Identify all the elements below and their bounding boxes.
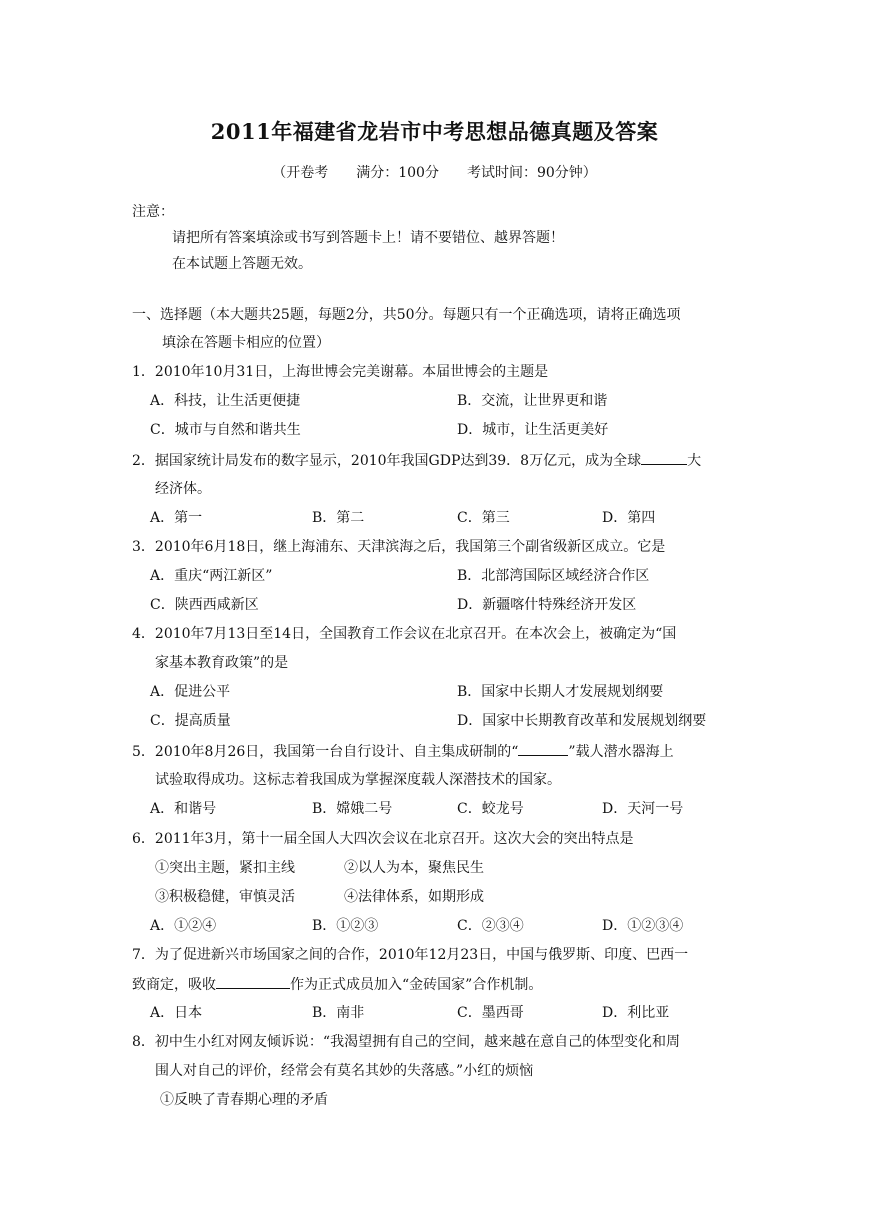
question-7-option-c: C．墨西哥	[457, 1005, 524, 1021]
question-2-option-c: C．第三	[457, 510, 510, 526]
question-1-option-c: C．城市与自然和谐共生	[150, 422, 301, 438]
question-3-option-a: A．重庆“两江新区”	[150, 568, 273, 584]
exam-subtitle: （开卷考 满分：100分 考试时间：90分钟）	[272, 165, 597, 181]
question-6-statement-3: ③积极稳健，审慎灵活	[155, 889, 295, 905]
question-7-stem: 7．为了促进新兴市场国家之间的合作，2010年12月23日，中国与俄罗斯、印度、巴西一	[132, 947, 689, 963]
section-heading-cont: 填涂在答题卡相应的位置）	[162, 335, 330, 351]
notice-line-2: 在本试题上答题无效。	[172, 256, 312, 272]
question-2-stem	[132, 450, 701, 471]
question-3-option-b: B．北部湾国际区域经济合作区	[457, 568, 650, 584]
question-6-stem: 6．2011年3月，第十一届全国人大四次会议在北京召开。这次大会的突出特点是	[132, 831, 634, 847]
question-5-option-a: A．和谐号	[150, 801, 217, 817]
question-1-stem: 1．2010年10月31日，上海世博会完美谢幕。本届世博会的主题是	[132, 364, 549, 380]
question-5-option-d: D．天河一号	[602, 801, 684, 817]
question-4-option-d: D．国家中长期教育改革和发展规划纲要	[457, 713, 707, 729]
question-7-blank	[216, 974, 290, 989]
question-7-option-b: B．南非	[312, 1005, 365, 1021]
question-3-stem: 3．2010年6月18日，继上海浦东、天津滨海之后，我国第三个副省级新区成立。它是	[132, 539, 666, 555]
question-6-option-c: C．②③④	[457, 918, 524, 934]
question-2-stem-end: 大	[687, 453, 702, 469]
section-heading: 一、选择题（本大题共25题，每题2分，共50分。每题只有一个正确选项，请将正确选项	[132, 307, 681, 323]
question-2-option-b: B．第二	[312, 510, 365, 526]
question-2-stem-cont: 经济体。	[155, 481, 211, 497]
question-4-stem: 4．2010年7月13日至14日，全国教育工作会议在北京召开。在本次会上，被确定为“国	[132, 626, 677, 642]
question-7-stem-cont	[132, 974, 542, 995]
question-3-option-c: C．陕西西咸新区	[150, 597, 259, 613]
question-5-blank	[518, 741, 568, 756]
question-6-statement-2: ②以人为本，聚焦民生	[344, 860, 484, 876]
question-1-option-d: D．城市，让生活更美好	[457, 422, 609, 438]
question-3-option-d: D．新疆喀什特殊经济开发区	[457, 597, 637, 613]
question-7-stem-text: 致商定，吸收	[132, 977, 216, 993]
question-2-option-a: A．第一	[150, 510, 203, 526]
question-8-stem: 8．初中生小红对网友倾诉说：“我渴望拥有自己的空间，越来越在意自己的体型变化和周	[132, 1034, 681, 1050]
question-7-option-a: A．日本	[150, 1005, 203, 1021]
question-7-stem-end: 作为正式成员加入“金砖国家”合作机制。	[290, 977, 543, 993]
question-4-option-c: C．提高质量	[150, 713, 231, 729]
question-2-blank	[641, 450, 687, 465]
notice-label: 注意：	[132, 204, 174, 220]
question-5-stem-end: ”载人潜水器海上	[568, 744, 674, 760]
question-5-stem-text: 5．2010年8月26日，我国第一台自行设计、自主集成研制的“	[132, 744, 519, 760]
question-8-statement-1: ①反映了青春期心理的矛盾	[160, 1092, 328, 1108]
question-4-option-b: B．国家中长期人才发展规划纲要	[457, 684, 664, 700]
question-5-option-b: B．嫦娥二号	[312, 801, 393, 817]
question-1-option-a: A．科技，让生活更便捷	[150, 393, 301, 409]
question-2-stem-text: 2．据国家统计局发布的数字显示，2010年我国GDP达到39．8万亿元，成为全球	[132, 453, 642, 469]
question-5-option-c: C．蛟龙号	[457, 801, 524, 817]
exam-title: 2011年福建省龙岩市中考思想品德真题及答案	[210, 119, 659, 144]
question-6-option-d: D．①②③④	[602, 918, 684, 934]
question-5-stem	[132, 741, 674, 762]
question-4-option-a: A．促进公平	[150, 684, 231, 700]
question-6-statement-1: ①突出主题，紧扣主线	[155, 860, 295, 876]
question-4-stem-cont: 家基本教育政策”的是	[155, 655, 289, 671]
notice-line-1: 请把所有答案填涂或书写到答题卡上！请不要错位、越界答题！	[172, 230, 564, 246]
question-1-option-b: B．交流，让世界更和谐	[457, 393, 608, 409]
question-6-option-b: B．①②③	[312, 918, 379, 934]
question-7-option-d: D．利比亚	[602, 1005, 670, 1021]
question-8-stem-cont: 围人对自己的评价，经常会有莫名其妙的失落感。”小红的烦恼	[155, 1063, 534, 1079]
question-6-option-a: A．①②④	[150, 918, 217, 934]
question-2-option-d: D．第四	[602, 510, 656, 526]
question-6-statement-4: ④法律体系，如期形成	[344, 889, 484, 905]
question-5-stem-cont: 试验取得成功。这标志着我国成为掌握深度载人深潜技术的国家。	[155, 772, 561, 788]
